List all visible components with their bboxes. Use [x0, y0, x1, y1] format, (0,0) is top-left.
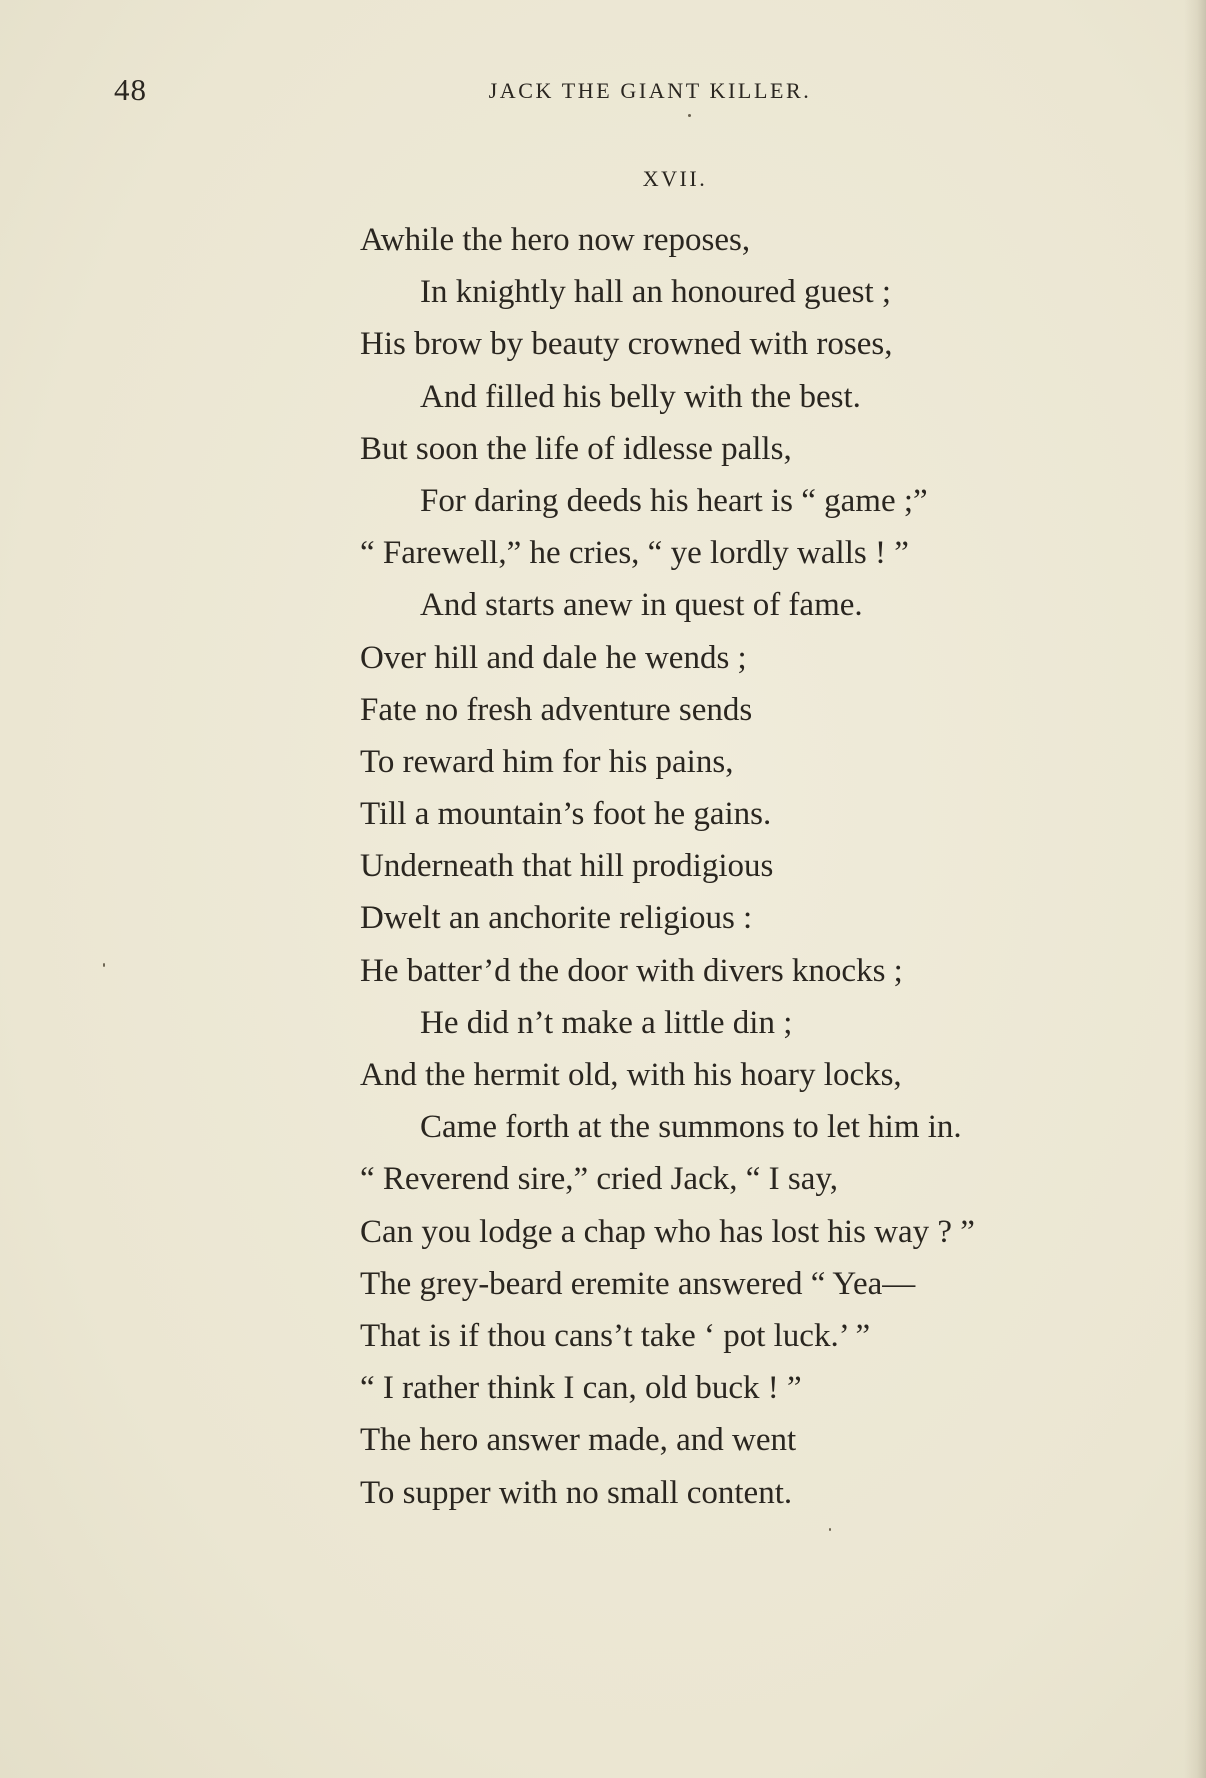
poem-line: And filled his belly with the best. — [420, 378, 861, 415]
poem-line: And the hermit old, with his hoary locks, — [360, 1057, 902, 1093]
poem-line: He did n’t make a little din ; — [420, 1004, 793, 1041]
poem-line: He batter’d the door with divers knocks ; — [360, 952, 903, 989]
poem-line: His brow by beauty crowned with roses, — [360, 326, 893, 363]
poem-line: And starts anew in quest of fame. — [420, 587, 863, 624]
poem-line: That is if thou cans’t take ‘ pot luck.’ ” — [360, 1317, 871, 1354]
running-title: JACK THE GIANT KILLER. — [488, 78, 812, 103]
poem-line: “ Reverend sire,” cried Jack, “ I say, — [360, 1161, 838, 1198]
poem-line: Till a mountain’s foot he gains. — [360, 796, 772, 833]
poem-line: Underneath that hill prodigious — [360, 848, 774, 885]
poem-line: Over hill and dale he wends ; — [360, 639, 747, 676]
poem-line: To supper with no small content. — [360, 1474, 793, 1511]
poem-line: Awhile the hero now reposes, — [360, 222, 751, 258]
poem-line: But soon the life of idlesse palls, — [360, 430, 792, 467]
poem-line: “ I rather think I can, old buck ! ” — [360, 1370, 802, 1407]
page-edge-shadow — [1184, 0, 1206, 1778]
paper-speck — [829, 1528, 831, 1531]
paper-speck — [688, 114, 691, 117]
poem-line: Came forth at the summons to let him in. — [420, 1109, 962, 1146]
poem-line: The grey-beard eremite answered “ Yea— — [360, 1265, 916, 1302]
paper-speck — [103, 963, 105, 967]
poem-line: In knightly hall an honoured guest ; — [420, 274, 892, 311]
poem-line: “ Farewell,” he cries, “ ye lordly walls ! ” — [360, 535, 909, 572]
poem-line: To reward him for his pains, — [360, 743, 734, 780]
section-number: XVII. — [642, 166, 708, 191]
poem-stanza — [360, 214, 1160, 1519]
poem-line: For daring deeds his heart is “ game ;” — [420, 482, 928, 519]
poem-line: Dwelt an anchorite religious : — [360, 900, 753, 937]
poem-line: The hero answer made, and went — [360, 1422, 797, 1459]
page-number: 48 — [114, 72, 147, 107]
poem-line: Can you lodge a chap who has lost his way ? ” — [360, 1213, 975, 1250]
poem-line: Fate no fresh adventure sends — [360, 691, 753, 728]
